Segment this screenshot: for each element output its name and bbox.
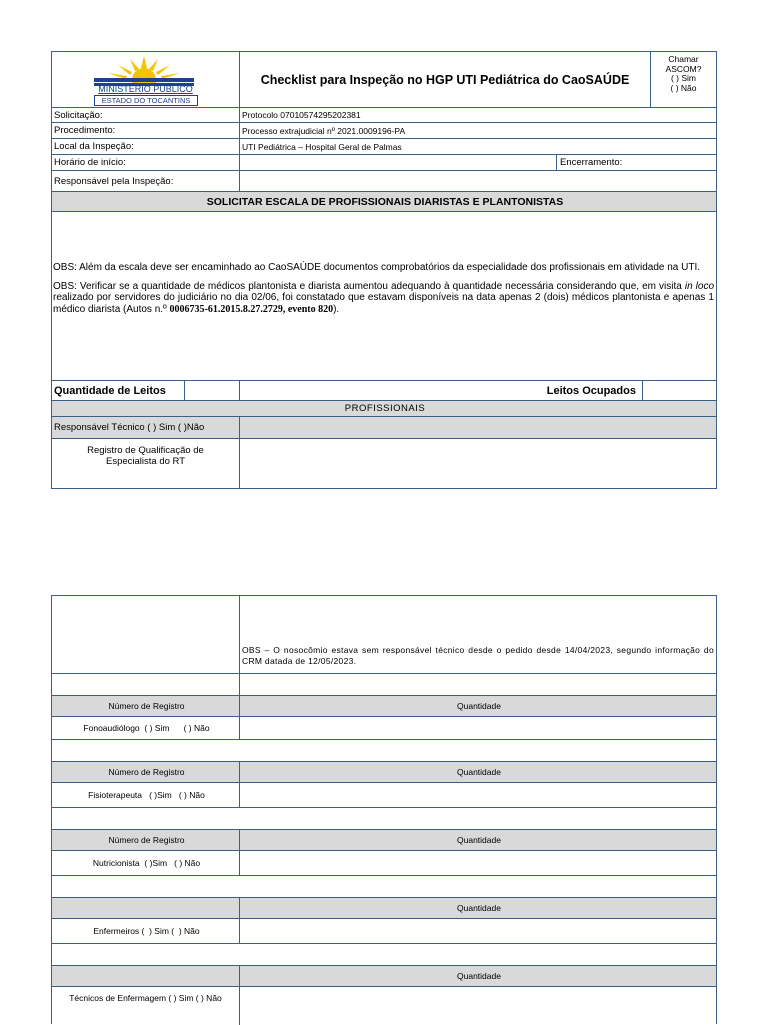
enf-quantidade-header: Quantidade xyxy=(239,897,716,918)
fisio-registro-header: Número de Registro xyxy=(52,761,239,782)
logo-cell xyxy=(52,52,239,107)
ascom-option-sim[interactable]: ( ) Sim xyxy=(670,73,697,83)
section-title-escala: SOLICITAR ESCALA DE PROFISSIONAIS DIARISTAS E PLANTONISTAS xyxy=(52,191,716,211)
info-label-horario: Horário de início: xyxy=(52,154,239,170)
nutri-spacer-row xyxy=(52,875,716,897)
rt-value[interactable] xyxy=(239,416,716,438)
fisio-quantidade-value[interactable] xyxy=(239,782,716,807)
info-value-horario[interactable] xyxy=(239,154,556,170)
leitos-quantidade-value[interactable] xyxy=(184,380,239,400)
tec-label[interactable]: Técnicos de Enfermagem ( ) Sim ( ) Não xyxy=(52,986,239,1025)
info-value-responsavel[interactable] xyxy=(239,170,716,191)
enf-label[interactable]: Enfermeiros ( ) Sim ( ) Não xyxy=(52,918,239,943)
encerramento-label: Encerramento: xyxy=(556,154,716,170)
obs2-part3: ). xyxy=(333,303,340,315)
ascom-label-chamar: Chamar xyxy=(668,54,699,64)
logo-text-estado: ESTADO DO TOCANTINS xyxy=(94,95,198,106)
logo-text-ministerio: MINISTÉRIO PÚBLICO xyxy=(98,84,193,94)
tec-quantidade-header: Quantidade xyxy=(239,965,716,986)
info-value-procedimento[interactable]: Processo extrajudicial nº 2021.0009196-PA xyxy=(239,122,716,138)
rt-registro-value[interactable] xyxy=(239,438,716,488)
leitos-ocupados-label: Leitos Ocupados xyxy=(239,380,642,400)
rt-label[interactable]: Responsável Técnico ( ) Sim ( )Não xyxy=(52,416,239,438)
obs2-part2: realizado por servidores do judiciário no dia 02/06, foi constatado que estavam disponíveis na data apenas 2 (dois) médicos plantonista e apenas 1 médico diarista (Autos n.º xyxy=(53,292,714,315)
fisio-label[interactable]: Fisioterapeuta ( )Sim ( ) Não xyxy=(52,782,239,807)
fisio-quantidade-header: Quantidade xyxy=(239,761,716,782)
ascom-cell xyxy=(650,52,716,107)
enf-quantidade-value[interactable] xyxy=(239,918,716,943)
blank-row-divider xyxy=(239,673,240,695)
nutri-quantidade-value[interactable] xyxy=(239,850,716,875)
fono-quantidade-value[interactable] xyxy=(239,716,716,739)
blank-row xyxy=(52,673,716,695)
info-label-responsavel: Responsável pela Inspeção: xyxy=(52,170,239,191)
checklist-table-page2 xyxy=(51,595,717,1024)
info-value-local[interactable]: UTI Pediátrica – Hospital Geral de Palmas xyxy=(239,138,716,154)
page-title: Checklist para Inspeção no HGP UTI Pediátrica do CaoSAÚDE xyxy=(239,52,650,107)
tec-registro-header xyxy=(52,965,239,986)
ascom-option-nao[interactable]: ( ) Não xyxy=(670,82,697,93)
obs2-autos: 0006735-61.2015.8.27.2729, evento 820 xyxy=(169,303,334,315)
tec-quantidade-value[interactable] xyxy=(239,986,716,1025)
info-label-procedimento: Procedimento: xyxy=(52,122,239,138)
fisio-spacer-row xyxy=(52,807,716,829)
fono-registro-header: Número de Registro xyxy=(52,695,239,716)
enf-registro-header xyxy=(52,897,239,918)
obs-rt-text: OBS – O nosocômio estava sem responsável técnico desde o pedido desde 14/04/2023, segundo informação do CRM datada de 12/05/2023. xyxy=(239,596,716,673)
obs2-part1: OBS: Verificar se a quantidade de médicos plantonista e diarista aumentou adequando à quantidade necessária considerando que, em visita xyxy=(53,280,685,292)
nutri-quantidade-header: Quantidade xyxy=(239,829,716,850)
ministerio-publico-logo xyxy=(94,56,194,86)
nutri-label[interactable]: Nutricionista ( )Sim ( ) Não xyxy=(52,850,239,875)
info-label-solicitacao: Solicitação: xyxy=(52,107,239,122)
rt-registro-label: Registro de Qualificação de Especialista do RT xyxy=(52,438,239,488)
nutri-registro-header: Número de Registro xyxy=(52,829,239,850)
obs2-in-loco: in loco xyxy=(684,280,715,292)
obs-rt-left-cell xyxy=(52,596,239,673)
obs-block xyxy=(52,211,716,380)
obs-plantonistas xyxy=(53,281,714,316)
fono-quantidade-header: Quantidade xyxy=(239,695,716,716)
enf-spacer-row xyxy=(52,943,716,965)
fono-label[interactable]: Fonoaudiólogo ( ) Sim ( ) Não xyxy=(52,716,239,739)
ascom-label-ascom: ASCOM? xyxy=(665,63,702,74)
profissionais-title: PROFISSIONAIS xyxy=(52,400,716,416)
info-label-local: Local da Inspeção: xyxy=(52,138,239,154)
info-value-solicitacao[interactable]: Protocolo 07010574295202381 xyxy=(239,107,716,122)
leitos-ocupados-value[interactable] xyxy=(642,380,716,400)
fono-spacer-row xyxy=(52,739,716,761)
obs-especialidade: OBS: Além da escala deve ser encaminhado ao CaoSAÚDE documentos comprobatórios da especialidade dos profissionais em atividade na UTI. xyxy=(53,262,701,273)
leitos-quantidade-label: Quantidade de Leitos xyxy=(52,380,184,400)
checklist-table-page1 xyxy=(51,51,717,489)
